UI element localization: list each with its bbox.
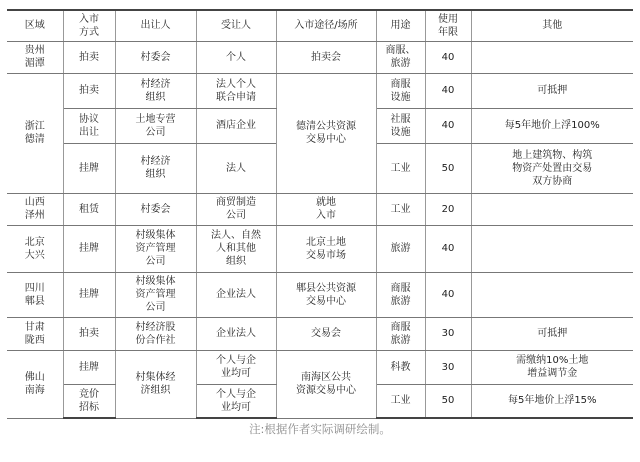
- cell-other: 每5年地价上浮15%: [471, 384, 633, 418]
- cell-method: 租赁: [63, 193, 115, 225]
- cell-buyer: 商贸制造 公司: [196, 193, 276, 225]
- cell-use: 商服 设施: [376, 73, 425, 108]
- cell-years: 40: [425, 41, 471, 73]
- cell-method: 挂牌: [63, 143, 115, 193]
- cell-method: 竞价 招标: [63, 384, 115, 418]
- col-header-method: 入市 方式: [63, 10, 115, 41]
- cell-years: 40: [425, 272, 471, 317]
- cell-channel: 交易会: [276, 317, 376, 350]
- cell-region: 四川 郫县: [7, 272, 63, 317]
- cell-method: 拍卖: [63, 41, 115, 73]
- cell-years: 40: [425, 225, 471, 272]
- cell-region: 甘肃 陇西: [7, 317, 63, 350]
- cell-years: 50: [425, 143, 471, 193]
- cell-seller: 村级集体 资产管理 公司: [115, 272, 196, 317]
- cell-method: 协议 出让: [63, 108, 115, 143]
- cell-other: [471, 225, 633, 272]
- cell-buyer: 个人: [196, 41, 276, 73]
- cell-method: 挂牌: [63, 272, 115, 317]
- cell-buyer: 法人、自然 人和其他 组织: [196, 225, 276, 272]
- cell-buyer: 法人个人 联合申请: [196, 73, 276, 108]
- table-row: [7, 272, 633, 317]
- cell-other: [471, 41, 633, 73]
- cell-buyer: 法人: [196, 143, 276, 193]
- cell-method: 拍卖: [63, 73, 115, 108]
- cell-buyer: 酒店企业: [196, 108, 276, 143]
- cell-channel: 北京土地 交易市场: [276, 225, 376, 272]
- cell-use: 社服 设施: [376, 108, 425, 143]
- table-row: [7, 193, 633, 225]
- table-row: [7, 225, 633, 272]
- cell-seller: 村经济 组织: [115, 143, 196, 193]
- table-row: [7, 317, 633, 350]
- cell-region: 山西 泽州: [7, 193, 63, 225]
- cell-method: 挂牌: [63, 350, 115, 384]
- cell-method: 拍卖: [63, 317, 115, 350]
- cell-buyer: 企业法人: [196, 317, 276, 350]
- cell-years: 40: [425, 108, 471, 143]
- cell-buyer: 企业法人: [196, 272, 276, 317]
- cell-channel: 德清公共资源 交易中心: [276, 73, 376, 193]
- cell-region: 佛山 南海: [7, 350, 63, 418]
- cell-seller: 村级集体 资产管理 公司: [115, 225, 196, 272]
- cell-use: 科教: [376, 350, 425, 384]
- col-header-channel: 入市途径/场所: [276, 10, 376, 41]
- cell-channel: 郫县公共资源 交易中心: [276, 272, 376, 317]
- cell-seller: 村委会: [115, 41, 196, 73]
- cell-buyer: 个人与企 业均可: [196, 350, 276, 384]
- cell-seller: 村委会: [115, 193, 196, 225]
- cell-use: 工业: [376, 193, 425, 225]
- cell-use: 商服、 旅游: [376, 41, 425, 73]
- cell-channel: 南海区公共 资源交易中心: [276, 350, 376, 418]
- cell-years: 40: [425, 73, 471, 108]
- cell-other: [471, 193, 633, 225]
- cell-channel: 拍卖会: [276, 41, 376, 73]
- cell-other: 地上建筑物、构筑 物资产处置由交易 双方协商: [471, 143, 633, 193]
- table-row: [7, 41, 633, 73]
- cell-seller: 土地专营 公司: [115, 108, 196, 143]
- col-header-region: 区域: [7, 10, 63, 41]
- table-container: [7, 9, 633, 419]
- cell-years: 30: [425, 317, 471, 350]
- col-header-other: 其他: [471, 10, 633, 41]
- cell-region: 北京 大兴: [7, 225, 63, 272]
- cell-channel: 就地 入市: [276, 193, 376, 225]
- cell-years: 50: [425, 384, 471, 418]
- table-row: [7, 350, 633, 384]
- cell-buyer: 个人与企 业均可: [196, 384, 276, 418]
- cell-years: 30: [425, 350, 471, 384]
- col-header-buyer: 受让人: [196, 10, 276, 41]
- cell-other: 可抵押: [471, 73, 633, 108]
- cell-method: 挂牌: [63, 225, 115, 272]
- cell-region: 浙江 德清: [7, 73, 63, 193]
- cell-other: [471, 272, 633, 317]
- col-header-use: 用途: [376, 10, 425, 41]
- cell-use: 商服 旅游: [376, 317, 425, 350]
- cell-years: 20: [425, 193, 471, 225]
- cell-seller: 村经济股 份合作社: [115, 317, 196, 350]
- header-row: [7, 10, 633, 41]
- cell-other: 可抵押: [471, 317, 633, 350]
- cell-use: 工业: [376, 384, 425, 418]
- cell-region: 贵州 湄潭: [7, 41, 63, 73]
- cell-use: 工业: [376, 143, 425, 193]
- cell-use: 商服 旅游: [376, 272, 425, 317]
- land-transfer-table: [7, 9, 633, 419]
- source-note: 注:根据作者实际调研绘制。: [249, 422, 391, 436]
- cell-other: 需缴纳10%土地 增益调节金: [471, 350, 633, 384]
- cell-other: 每5年地价上浮100%: [471, 108, 633, 143]
- col-header-years: 使用 年限: [425, 10, 471, 41]
- cell-use: 旅游: [376, 225, 425, 272]
- cell-seller: 村集体经 济组织: [115, 350, 196, 418]
- cell-seller: 村经济 组织: [115, 73, 196, 108]
- col-header-seller: 出让人: [115, 10, 196, 41]
- table-row: [7, 73, 633, 108]
